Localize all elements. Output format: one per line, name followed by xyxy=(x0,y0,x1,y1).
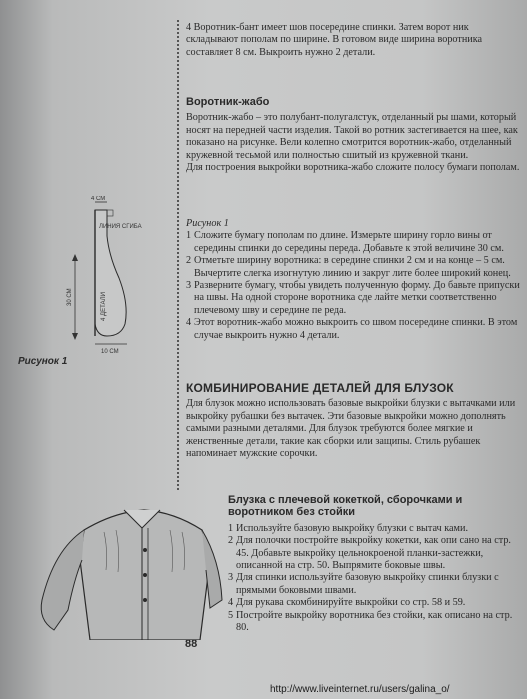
column-divider xyxy=(177,20,179,490)
intro-text: 4 Воротник-бант имеет шов посередине спинки. Затем ворот ник складывают пополам по ширине. В готовом виде ширина воротника составляет 8 см. Выкроить нужно 2 детали. xyxy=(186,22,483,58)
section-jabot-title: Воротник-жабо xyxy=(186,96,270,108)
figure-side-label: Рисунок 1 xyxy=(18,356,68,367)
section-jabot xyxy=(186,96,521,174)
section-combining xyxy=(186,382,521,460)
list-item: 1 Сложите бумагу пополам по длине. Измерьте ширину горло вины от середины спинки до середины переда. Добавьте к этой величине 30 см. xyxy=(186,230,504,254)
blouse-illustration xyxy=(24,490,224,640)
section-blouse-title: Блузка с плечевой кокеткой, сборочками и воротником без стойки xyxy=(228,494,463,519)
figure-steps xyxy=(186,218,521,342)
section-jabot-body2: Для построения выкройки воротника-жабо сложите полосу бумаги пополам. xyxy=(186,162,520,174)
list-item: 1 Используйте базовую выкройку блузки с вытач ками. xyxy=(228,522,468,534)
list-item: 3 Разверните бумагу, чтобы увидеть полученную форму. До бавьте припуски на швы. На одной стороне воротника сде лайте метки соответственно плечевому шву и середине пе реда. xyxy=(186,280,520,316)
list-item: 4 Для рукава скомбинируйте выкройки со стр. 58 и 59. xyxy=(228,597,466,609)
figure-caption: Рисунок 1 xyxy=(186,218,229,229)
fold-label: ЛИНИЯ СГИБА xyxy=(99,224,142,230)
section-combining-body: Для блузок можно использовать базовые выкройки блузки с вытачками или выкройку рубашки без вытачек. Эти базовые выкройки можно дополнять самыми разными деталями. Для блузок требуются более мягкие и женственные детали, такие как сборки или защипы. Стиль рубашек напоминает мужские сорочки. xyxy=(186,398,516,460)
page-number: 88 xyxy=(185,638,198,650)
list-item: 2 Отметьте ширину воротника: в середине спинки 2 см и на конце – 5 см. Вычертите слегка изогнутую линию и закруг лите более широкий конец. xyxy=(186,255,511,279)
section-blouse xyxy=(228,494,521,634)
list-item: 3 Для спинки используйте базовую выкройку спинки блузки с прямыми боковыми швами. xyxy=(228,572,499,596)
intro-paragraph xyxy=(186,22,521,59)
dim-side: 30 СМ xyxy=(67,288,73,306)
list-item: 5 Постройте выкройку воротника без стойки, как описано на стр. 80. xyxy=(228,609,513,634)
dim-bottom: 10 СМ xyxy=(101,349,119,355)
dim-top: 4 СМ xyxy=(91,196,106,202)
parts-label: 4 ДЕТАЛИ xyxy=(101,292,107,321)
watermark-url[interactable]: http://www.liveinternet.ru/users/galina_o/ xyxy=(270,684,450,695)
section-jabot-body: Воротник-жабо – это полубант-полугалстук, отделанный ры шами, который носят на передней части изделия. Такой во ротник застегивается на шее, как показано на рисунке. Вели колепно смотрится воротник-жабо, отделанный кружевной тесьмой или полностью сшитый из кружевной ткани. xyxy=(186,112,518,161)
section-combining-title: КОМБИНИРОВАНИЕ ДЕТАЛЕЙ ДЛЯ БЛУЗОК xyxy=(186,381,454,395)
list-item: 4 Этот воротник-жабо можно выкроить со швом посередине спинки. В этом случае выкроить нужно 4 детали. xyxy=(186,317,518,341)
list-item: 2 Для полочки постройте выкройку кокетки, как опи сано на стр. 45. Добавьте выкройку цельнокроеной планки-застежки, описанной на стр. 50. Выпрямите боковые швы. xyxy=(228,535,511,572)
collar-pattern-figure xyxy=(55,196,165,356)
